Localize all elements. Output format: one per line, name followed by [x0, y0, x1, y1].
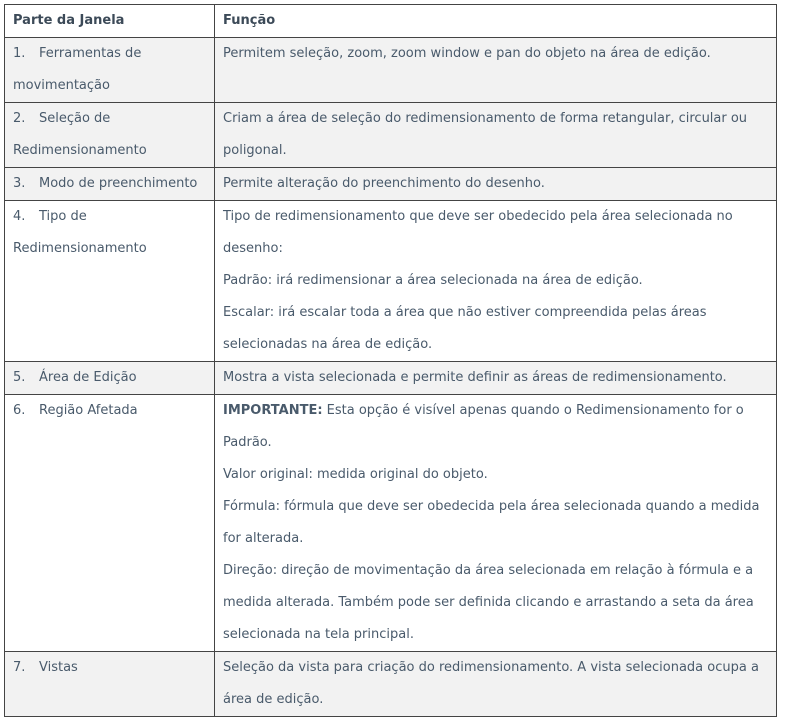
part-name: Área de Edição [39, 370, 137, 385]
part-cell [5, 168, 215, 201]
part-cell [5, 103, 215, 168]
window-parts-table [4, 4, 777, 717]
part-cell [5, 201, 215, 362]
table-row [5, 103, 777, 168]
part-cell [5, 652, 215, 717]
part-name: Região Afetada [39, 403, 138, 418]
part-name: Seleção de Redimensionamento [13, 111, 147, 158]
function-text: Permite alteração do preenchimento do desenho. [223, 176, 545, 191]
function-text: Padrão: irá redimensionar a área selecionada na área de edição. [223, 273, 643, 288]
row-number: 1. [13, 46, 26, 61]
row-number: 5. [13, 370, 26, 385]
table-row [5, 168, 777, 201]
function-cell [215, 652, 777, 717]
important-text: Esta opção é visível apenas quando o Redimensionamento for o Padrão. [223, 403, 744, 450]
function-cell [215, 38, 777, 103]
row-number: 7. [13, 660, 26, 675]
table-row [5, 395, 777, 652]
function-text: Mostra a vista selecionada e permite definir as áreas de redimensionamento. [223, 370, 727, 385]
table-row [5, 652, 777, 717]
function-cell [215, 201, 777, 362]
row-number: 4. [13, 209, 26, 224]
function-text: Fórmula: fórmula que deve ser obedecida pela área selecionada quando a medida for alterada. [223, 499, 760, 546]
table-row [5, 201, 777, 362]
part-cell [5, 362, 215, 395]
important-note [223, 395, 768, 459]
part-cell [5, 38, 215, 103]
function-cell [215, 103, 777, 168]
function-text: Criam a área de seleção do redimensionamento de forma retangular, circular ou poligonal. [223, 111, 748, 158]
row-number: 2. [13, 111, 26, 126]
function-text: Seleção da vista para criação do redimensionamento. A vista selecionada ocupa a área de edição. [223, 660, 759, 707]
important-label: IMPORTANTE: [223, 403, 323, 418]
part-name: Vistas [39, 660, 78, 675]
part-name: Modo de preenchimento [39, 176, 198, 191]
function-text: Direção: direção de movimentação da área selecionada em relação à fórmula e a medida alterada. Também pode ser definida clicando e arrastando a seta da área selecionada na tela principal. [223, 563, 754, 642]
row-number: 3. [13, 176, 26, 191]
header-part: Parte da Janela [5, 5, 215, 38]
function-text: Permitem seleção, zoom, zoom window e pan do objeto na área de edição. [223, 46, 711, 61]
part-name: Ferramentas de movimentação [13, 46, 142, 93]
function-text: Escalar: irá escalar toda a área que não estiver compreendida pelas áreas selecionadas na área de edição. [223, 305, 707, 352]
function-cell [215, 168, 777, 201]
header-function: Função [215, 5, 777, 38]
function-text: Tipo de redimensionamento que deve ser obedecido pela área selecionada no desenho: [223, 209, 733, 256]
row-number: 6. [13, 403, 26, 418]
function-text: Valor original: medida original do objeto. [223, 467, 488, 482]
function-cell [215, 395, 777, 652]
table-header-row [5, 5, 777, 38]
function-cell [215, 362, 777, 395]
table-row [5, 38, 777, 103]
part-cell [5, 395, 215, 652]
table-row [5, 362, 777, 395]
part-name: Tipo de Redimensionamento [13, 209, 147, 256]
